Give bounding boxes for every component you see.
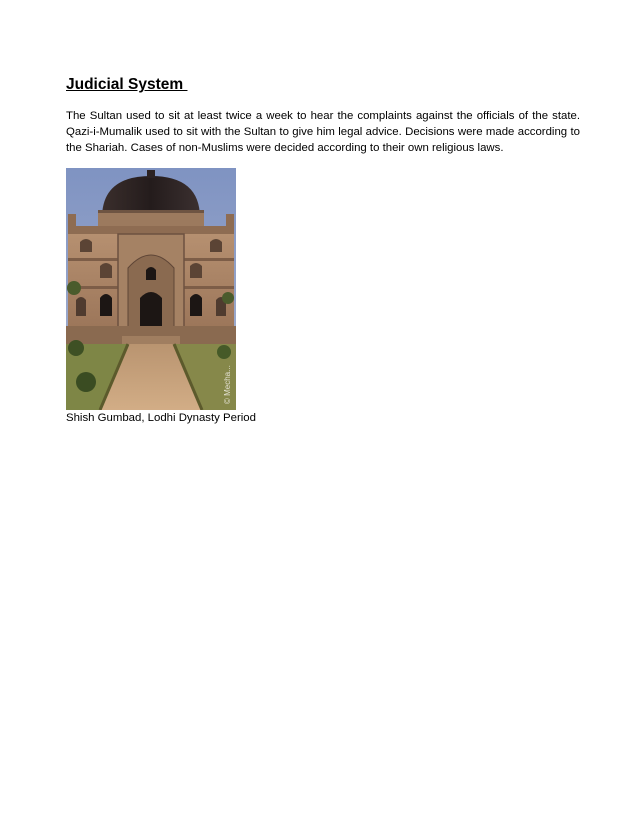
photo-watermark: © Mecha... [223,365,232,404]
tomb-illustration [66,168,236,410]
shish-gumbad-photo [66,168,236,410]
body-paragraph: The Sultan used to sit at least twice a week to hear the complaints against the officials of the state. Qazi-i-Mumalik used to sit with the Sultan to give him legal advice. Decisions were made according to the Shariah. Cases of non-Muslims were decided according to their own religious laws. [66,110,580,154]
section-heading: Judicial System [66,76,188,93]
photo-caption: Shish Gumbad, Lodhi Dynasty Period [66,412,256,424]
